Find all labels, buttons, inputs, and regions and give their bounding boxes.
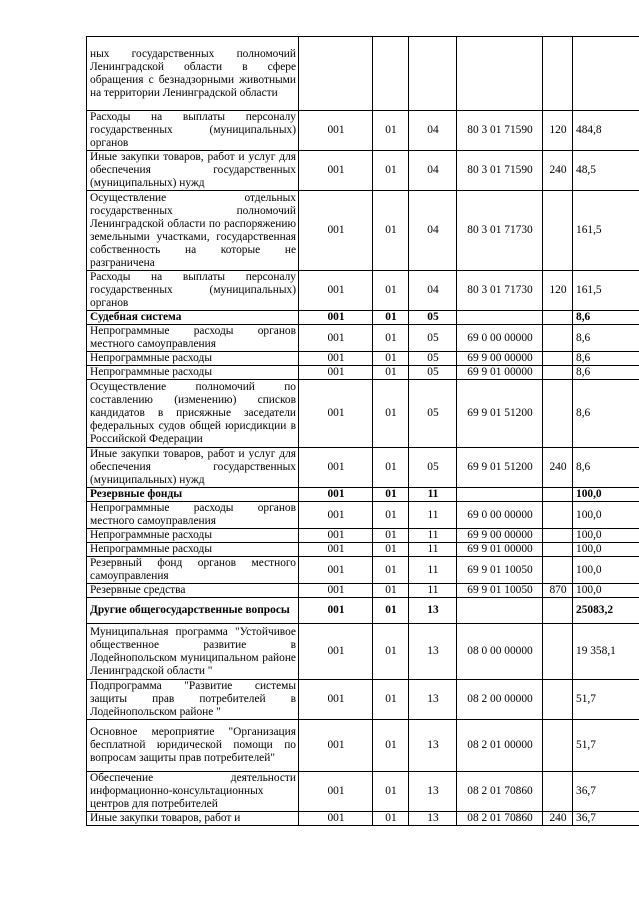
row-grbs-cell: 001 bbox=[299, 366, 373, 380]
row-target-article-cell: 08 2 01 70860 bbox=[457, 772, 543, 812]
row-grbs-cell: 001 bbox=[299, 624, 373, 680]
row-name-cell: Расходы на выплаты персоналу государственных (муниципальных) органов bbox=[87, 111, 299, 151]
row-amount-cell: 100,0 bbox=[573, 529, 639, 543]
row-expense-type-cell bbox=[543, 191, 573, 271]
row-section-cell: 01 bbox=[373, 448, 409, 488]
row-target-article-cell bbox=[457, 311, 543, 325]
row-subsection-cell: 11 bbox=[409, 543, 457, 557]
table-row bbox=[87, 624, 639, 680]
row-subsection-cell bbox=[409, 37, 457, 111]
row-subsection-cell: 13 bbox=[409, 598, 457, 624]
row-subsection-cell: 05 bbox=[409, 380, 457, 448]
row-amount-cell: 100,0 bbox=[573, 488, 639, 502]
row-grbs-cell: 001 bbox=[299, 380, 373, 448]
row-name-cell: Иные закупки товаров, работ и услуг для обеспечения государственных (муниципальных) нужд bbox=[87, 448, 299, 488]
row-expense-type-cell: 870 bbox=[543, 584, 573, 598]
row-expense-type-cell bbox=[543, 311, 573, 325]
row-section-cell: 01 bbox=[373, 488, 409, 502]
row-expense-type-cell bbox=[543, 529, 573, 543]
row-amount-cell: 484,8 bbox=[573, 111, 639, 151]
row-subsection-cell: 04 bbox=[409, 111, 457, 151]
row-expense-type-cell bbox=[543, 488, 573, 502]
row-subsection-cell: 04 bbox=[409, 191, 457, 271]
row-section-cell: 01 bbox=[373, 598, 409, 624]
row-section-cell: 01 bbox=[373, 680, 409, 720]
row-name-cell: Иные закупки товаров, работ и bbox=[87, 812, 299, 826]
row-amount-cell: 36,7 bbox=[573, 772, 639, 812]
row-name-cell: Непрограммные расходы bbox=[87, 366, 299, 380]
row-grbs-cell: 001 bbox=[299, 311, 373, 325]
row-grbs-cell: 001 bbox=[299, 812, 373, 826]
row-name-cell: Судебная система bbox=[87, 311, 299, 325]
row-section-cell: 01 bbox=[373, 584, 409, 598]
row-expense-type-cell bbox=[543, 37, 573, 111]
row-section-cell: 01 bbox=[373, 352, 409, 366]
row-section-cell: 01 bbox=[373, 191, 409, 271]
table-row bbox=[87, 151, 639, 191]
table-row bbox=[87, 448, 639, 488]
row-grbs-cell: 001 bbox=[299, 557, 373, 584]
row-grbs-cell: 001 bbox=[299, 488, 373, 502]
row-grbs-cell: 001 bbox=[299, 111, 373, 151]
row-grbs-cell: 001 bbox=[299, 680, 373, 720]
table-row bbox=[87, 488, 639, 502]
row-subsection-cell: 05 bbox=[409, 366, 457, 380]
table-row bbox=[87, 720, 639, 772]
row-expense-type-cell bbox=[543, 366, 573, 380]
row-amount-cell: 25083,2 bbox=[573, 598, 639, 624]
row-amount-cell: 161,5 bbox=[573, 191, 639, 271]
row-name-cell: ных государственных полномочий Ленинградской области в сфере обращения с безнадзорными животными на территории Ленинградской области bbox=[87, 37, 299, 111]
row-name-cell: Расходы на выплаты персоналу государственных (муниципальных) органов bbox=[87, 271, 299, 311]
row-amount-cell: 8,6 bbox=[573, 448, 639, 488]
row-amount-cell: 100,0 bbox=[573, 557, 639, 584]
row-expense-type-cell bbox=[543, 680, 573, 720]
row-section-cell: 01 bbox=[373, 271, 409, 311]
row-subsection-cell: 13 bbox=[409, 772, 457, 812]
row-name-cell: Осуществление полномочий по составлению (изменению) списков кандидатов в присяжные заседатели федеральных судов общей юрисдикции в Российской Федерации bbox=[87, 380, 299, 448]
row-grbs-cell: 001 bbox=[299, 448, 373, 488]
row-grbs-cell: 001 bbox=[299, 529, 373, 543]
row-expense-type-cell bbox=[543, 502, 573, 529]
row-subsection-cell: 05 bbox=[409, 352, 457, 366]
row-target-article-cell: 80 3 01 71730 bbox=[457, 191, 543, 271]
row-name-cell: Подпрограмма "Развитие системы защиты прав потребителей в Лодейнопольском районе " bbox=[87, 680, 299, 720]
row-amount-cell bbox=[573, 37, 639, 111]
row-name-cell: Осуществление отдельных государственных полномочий Ленинградской области по распоряжению земельными участками, государственная собственность на которые не разграничена bbox=[87, 191, 299, 271]
row-subsection-cell: 13 bbox=[409, 720, 457, 772]
row-target-article-cell: 80 3 01 71590 bbox=[457, 111, 543, 151]
row-section-cell: 01 bbox=[373, 529, 409, 543]
row-section-cell: 01 bbox=[373, 772, 409, 812]
row-grbs-cell bbox=[299, 37, 373, 111]
row-amount-cell: 100,0 bbox=[573, 502, 639, 529]
row-section-cell: 01 bbox=[373, 720, 409, 772]
row-amount-cell: 8,6 bbox=[573, 311, 639, 325]
table-row bbox=[87, 380, 639, 448]
row-subsection-cell: 04 bbox=[409, 151, 457, 191]
row-expense-type-cell: 120 bbox=[543, 271, 573, 311]
row-target-article-cell: 69 9 01 00000 bbox=[457, 366, 543, 380]
row-target-article-cell: 80 3 01 71590 bbox=[457, 151, 543, 191]
row-expense-type-cell bbox=[543, 380, 573, 448]
row-amount-cell: 51,7 bbox=[573, 680, 639, 720]
row-expense-type-cell bbox=[543, 325, 573, 352]
row-section-cell bbox=[373, 37, 409, 111]
row-section-cell: 01 bbox=[373, 557, 409, 584]
row-subsection-cell: 11 bbox=[409, 529, 457, 543]
row-target-article-cell: 69 9 01 51200 bbox=[457, 380, 543, 448]
row-amount-cell: 8,6 bbox=[573, 352, 639, 366]
row-grbs-cell: 001 bbox=[299, 543, 373, 557]
row-subsection-cell: 11 bbox=[409, 488, 457, 502]
row-section-cell: 01 bbox=[373, 151, 409, 191]
table-row bbox=[87, 680, 639, 720]
row-expense-type-cell: 240 bbox=[543, 812, 573, 826]
row-amount-cell: 8,6 bbox=[573, 366, 639, 380]
row-target-article-cell bbox=[457, 488, 543, 502]
row-subsection-cell: 13 bbox=[409, 812, 457, 826]
table-row bbox=[87, 37, 639, 111]
row-name-cell: Непрограммные расходы органов местного самоуправления bbox=[87, 502, 299, 529]
row-name-cell: Резервный фонд органов местного самоуправления bbox=[87, 557, 299, 584]
row-amount-cell: 36,7 bbox=[573, 812, 639, 826]
row-name-cell: Резервные средства bbox=[87, 584, 299, 598]
row-target-article-cell: 69 9 01 10050 bbox=[457, 557, 543, 584]
row-expense-type-cell bbox=[543, 352, 573, 366]
row-expense-type-cell: 120 bbox=[543, 111, 573, 151]
row-amount-cell: 48,5 bbox=[573, 151, 639, 191]
row-name-cell: Непрограммные расходы bbox=[87, 529, 299, 543]
row-grbs-cell: 001 bbox=[299, 191, 373, 271]
row-expense-type-cell bbox=[543, 772, 573, 812]
row-target-article-cell: 08 2 01 70860 bbox=[457, 812, 543, 826]
row-expense-type-cell bbox=[543, 720, 573, 772]
row-name-cell: Основное мероприятие "Организация бесплатной юридической помощи по вопросам защиты прав потребителей" bbox=[87, 720, 299, 772]
row-target-article-cell: 80 3 01 71730 bbox=[457, 271, 543, 311]
row-grbs-cell: 001 bbox=[299, 352, 373, 366]
row-expense-type-cell: 240 bbox=[543, 151, 573, 191]
row-name-cell: Непрограммные расходы bbox=[87, 352, 299, 366]
row-name-cell: Резервные фонды bbox=[87, 488, 299, 502]
row-grbs-cell: 001 bbox=[299, 772, 373, 812]
budget-document-page bbox=[86, 36, 616, 826]
row-section-cell: 01 bbox=[373, 366, 409, 380]
row-grbs-cell: 001 bbox=[299, 271, 373, 311]
row-amount-cell: 100,0 bbox=[573, 584, 639, 598]
row-section-cell: 01 bbox=[373, 111, 409, 151]
row-subsection-cell: 11 bbox=[409, 502, 457, 529]
row-grbs-cell: 001 bbox=[299, 720, 373, 772]
row-subsection-cell: 11 bbox=[409, 584, 457, 598]
row-grbs-cell: 001 bbox=[299, 151, 373, 191]
row-amount-cell: 8,6 bbox=[573, 325, 639, 352]
row-name-cell: Обеспечение деятельности информационно-консультационных центров для потребителей bbox=[87, 772, 299, 812]
table-row bbox=[87, 271, 639, 311]
row-target-article-cell: 08 2 00 00000 bbox=[457, 680, 543, 720]
table-row bbox=[87, 584, 639, 598]
budget-table-body bbox=[87, 37, 639, 826]
row-grbs-cell: 001 bbox=[299, 584, 373, 598]
row-target-article-cell bbox=[457, 598, 543, 624]
table-row bbox=[87, 812, 639, 826]
row-section-cell: 01 bbox=[373, 624, 409, 680]
table-row bbox=[87, 311, 639, 325]
row-subsection-cell: 05 bbox=[409, 311, 457, 325]
table-row bbox=[87, 191, 639, 271]
table-row bbox=[87, 502, 639, 529]
row-name-cell: Муниципальная программа "Устойчивое общественное развитие в Лодейнопольском муниципальном районе Ленинградской области " bbox=[87, 624, 299, 680]
row-amount-cell: 51,7 bbox=[573, 720, 639, 772]
row-section-cell: 01 bbox=[373, 325, 409, 352]
row-expense-type-cell bbox=[543, 557, 573, 584]
row-target-article-cell: 69 9 00 00000 bbox=[457, 352, 543, 366]
table-row bbox=[87, 352, 639, 366]
row-subsection-cell: 13 bbox=[409, 624, 457, 680]
budget-table bbox=[86, 36, 639, 826]
row-name-cell: Непрограммные расходы bbox=[87, 543, 299, 557]
table-row bbox=[87, 111, 639, 151]
row-target-article-cell: 69 0 00 00000 bbox=[457, 502, 543, 529]
row-subsection-cell: 05 bbox=[409, 325, 457, 352]
row-expense-type-cell bbox=[543, 543, 573, 557]
row-expense-type-cell bbox=[543, 598, 573, 624]
row-section-cell: 01 bbox=[373, 812, 409, 826]
row-section-cell: 01 bbox=[373, 502, 409, 529]
row-grbs-cell: 001 bbox=[299, 325, 373, 352]
row-amount-cell: 100,0 bbox=[573, 543, 639, 557]
row-grbs-cell: 001 bbox=[299, 502, 373, 529]
row-target-article-cell: 69 9 00 00000 bbox=[457, 529, 543, 543]
row-subsection-cell: 13 bbox=[409, 680, 457, 720]
row-target-article-cell: 69 0 00 00000 bbox=[457, 325, 543, 352]
row-name-cell: Другие общегосударственные вопросы bbox=[87, 598, 299, 624]
row-target-article-cell: 08 2 01 00000 bbox=[457, 720, 543, 772]
row-expense-type-cell: 240 bbox=[543, 448, 573, 488]
row-subsection-cell: 04 bbox=[409, 271, 457, 311]
table-row bbox=[87, 598, 639, 624]
row-section-cell: 01 bbox=[373, 380, 409, 448]
row-amount-cell: 19 358,1 bbox=[573, 624, 639, 680]
row-grbs-cell: 001 bbox=[299, 598, 373, 624]
table-row bbox=[87, 772, 639, 812]
row-amount-cell: 8,6 bbox=[573, 380, 639, 448]
table-row bbox=[87, 325, 639, 352]
table-row bbox=[87, 529, 639, 543]
row-name-cell: Иные закупки товаров, работ и услуг для обеспечения государственных (муниципальных) нужд bbox=[87, 151, 299, 191]
table-row bbox=[87, 366, 639, 380]
row-expense-type-cell bbox=[543, 624, 573, 680]
table-row bbox=[87, 557, 639, 584]
row-subsection-cell: 11 bbox=[409, 557, 457, 584]
row-target-article-cell: 08 0 00 00000 bbox=[457, 624, 543, 680]
row-section-cell: 01 bbox=[373, 543, 409, 557]
row-name-cell: Непрограммные расходы органов местного самоуправления bbox=[87, 325, 299, 352]
table-row bbox=[87, 543, 639, 557]
row-target-article-cell: 69 9 01 00000 bbox=[457, 543, 543, 557]
row-target-article-cell: 69 9 01 10050 bbox=[457, 584, 543, 598]
row-amount-cell: 161,5 bbox=[573, 271, 639, 311]
row-subsection-cell: 05 bbox=[409, 448, 457, 488]
row-section-cell: 01 bbox=[373, 311, 409, 325]
row-target-article-cell bbox=[457, 37, 543, 111]
row-target-article-cell: 69 9 01 51200 bbox=[457, 448, 543, 488]
